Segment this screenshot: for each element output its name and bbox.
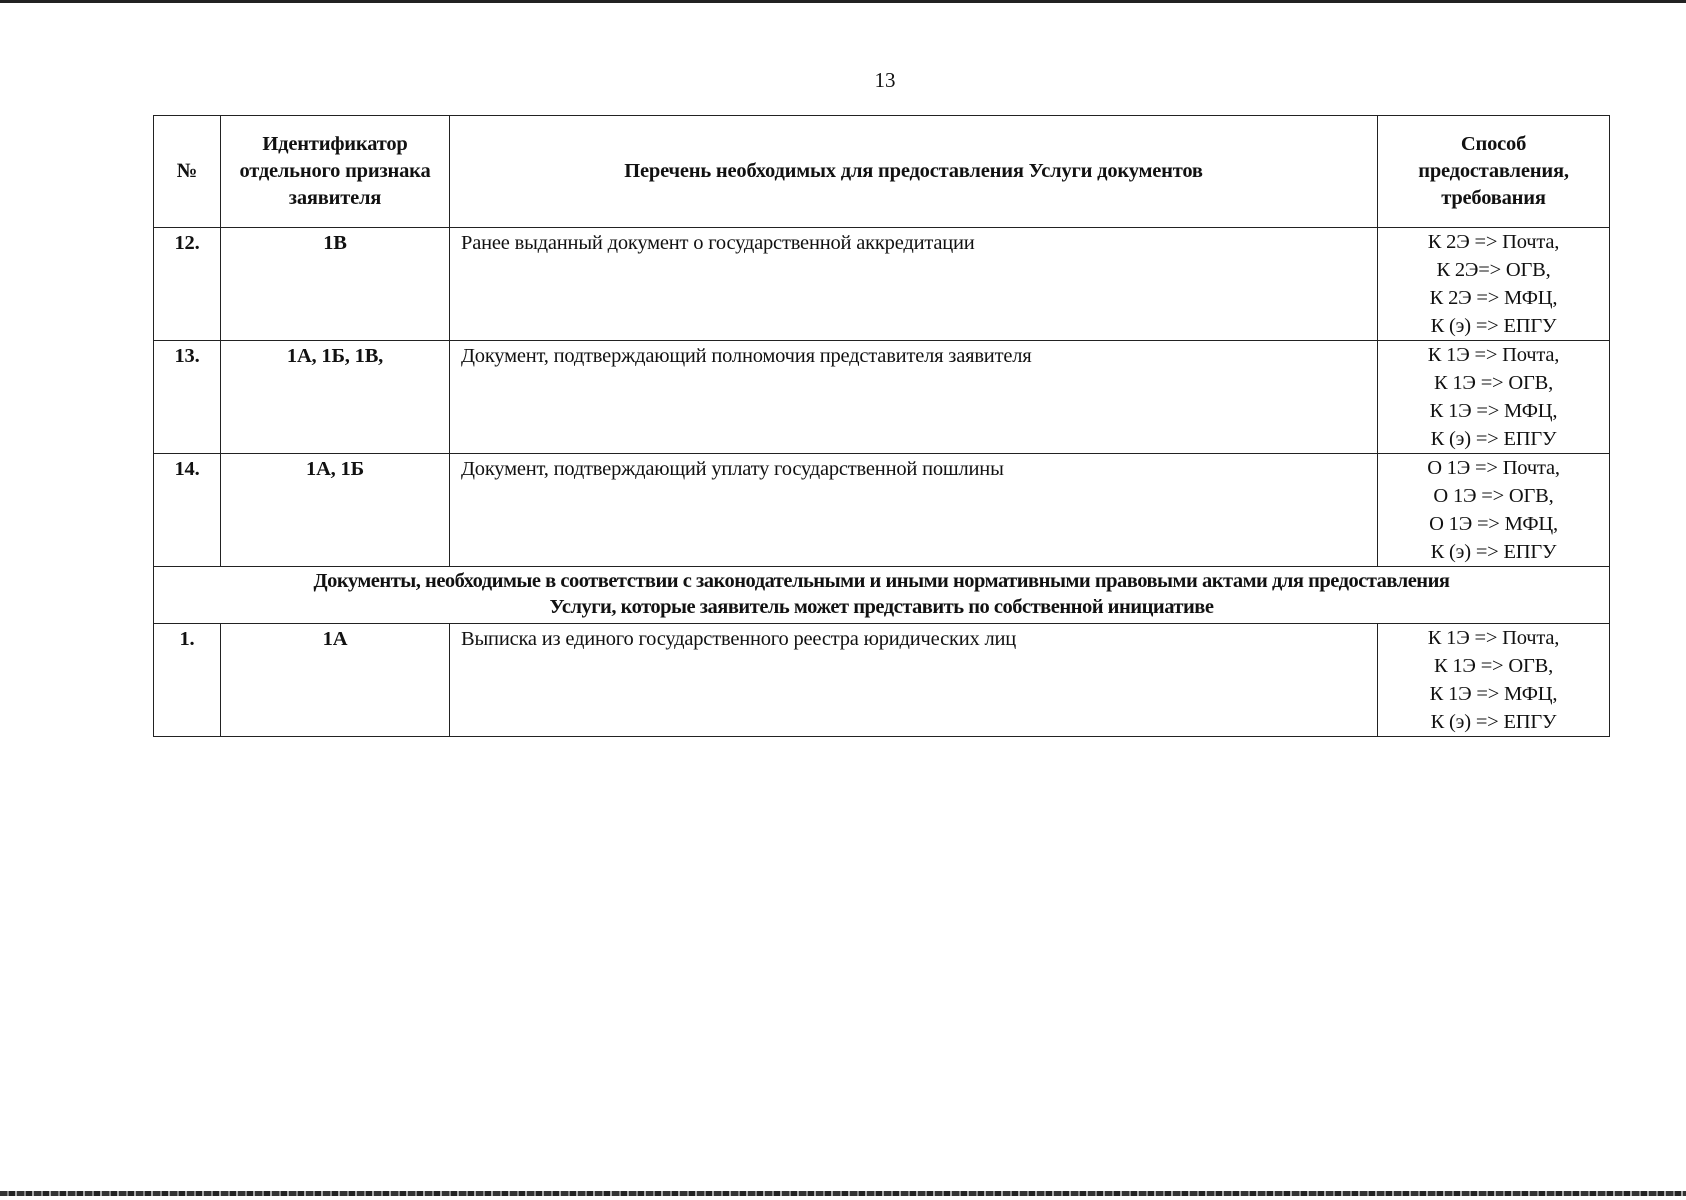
way-line: О 1Э => ОГВ,: [1433, 485, 1554, 507]
row-way: [1378, 341, 1610, 454]
section-header-row: [154, 567, 1610, 624]
scan-top-edge: [0, 0, 1686, 3]
row-way: [1378, 228, 1610, 341]
table-row: [154, 228, 1610, 341]
header-num: №: [154, 116, 221, 228]
row-doc: Ранее выданный документ о государственной аккредитации: [450, 228, 1378, 341]
row-num: 12.: [154, 228, 221, 341]
row-way: [1378, 624, 1610, 737]
row-doc: Документ, подтверждающий уплату государственной пошлины: [450, 454, 1378, 567]
documents-table: [153, 115, 1610, 737]
way-line: О 1Э => Почта,: [1427, 457, 1560, 479]
row-num: 14.: [154, 454, 221, 567]
way-line: К (э) => ЕПГУ: [1430, 541, 1557, 563]
table-header-row: [154, 116, 1610, 228]
way-line: К 1Э => ОГВ,: [1433, 372, 1553, 394]
section-line-1: Документы, необходимые в соответствии с законодательными и иными нормативными правовыми актами для предоставления: [313, 570, 1450, 592]
table-row: [154, 454, 1610, 567]
row-doc: Выписка из единого государственного реестра юридических лиц: [450, 624, 1378, 737]
way-line: К (э) => ЕПГУ: [1430, 711, 1557, 733]
row-id: 1А, 1Б: [221, 454, 450, 567]
table-row: [154, 341, 1610, 454]
scan-bottom-edge: [0, 1191, 1686, 1196]
way-line: К 2Э=> ОГВ,: [1436, 259, 1551, 281]
header-id: Идентификатор отдельного признака заявителя: [221, 116, 450, 228]
row-num: 1.: [154, 624, 221, 737]
way-line: К 1Э => Почта,: [1427, 344, 1560, 366]
way-line: О 1Э => МФЦ,: [1429, 513, 1558, 535]
row-id: 1В: [221, 228, 450, 341]
table-row: [154, 624, 1610, 737]
way-line: К 1Э => МФЦ,: [1429, 400, 1558, 422]
way-line: К 1Э => ОГВ,: [1433, 655, 1553, 677]
section-line-2: Услуги, которые заявитель может представить по собственной инициативе: [549, 596, 1214, 618]
row-doc: Документ, подтверждающий полномочия представителя заявителя: [450, 341, 1378, 454]
section-header: [154, 567, 1610, 624]
row-way: [1378, 454, 1610, 567]
header-doc: Перечень необходимых для предоставления Услуги документов: [450, 116, 1378, 228]
way-line: К 1Э => МФЦ,: [1429, 683, 1558, 705]
way-line: К 2Э => Почта,: [1427, 231, 1560, 253]
row-id: 1А: [221, 624, 450, 737]
row-num: 13.: [154, 341, 221, 454]
way-line: К 1Э => Почта,: [1427, 627, 1560, 649]
way-line: К (э) => ЕПГУ: [1430, 428, 1557, 450]
way-line: К 2Э => МФЦ,: [1429, 287, 1558, 309]
row-id: 1А, 1Б, 1В,: [221, 341, 450, 454]
way-line: К (э) => ЕПГУ: [1430, 315, 1557, 337]
page-number: 13: [874, 68, 896, 92]
header-way: Способ предоставления, требования: [1378, 116, 1610, 228]
